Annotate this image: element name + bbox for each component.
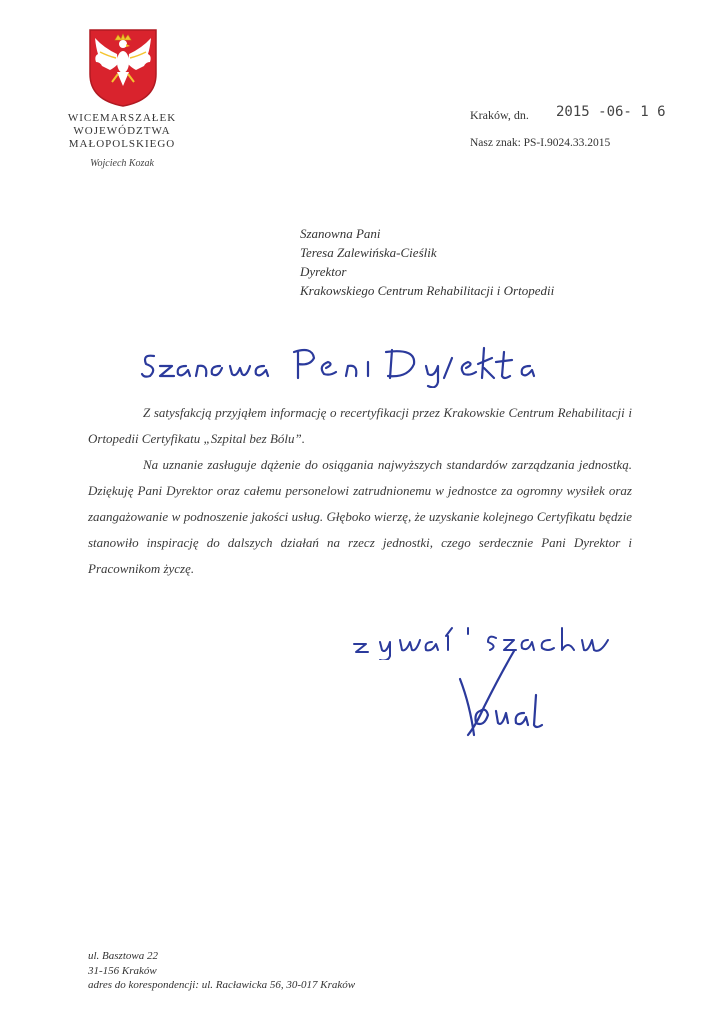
coat-of-arms-icon xyxy=(88,28,158,108)
sender-title xyxy=(40,112,204,151)
sender-name: Wojciech Kozak xyxy=(90,158,154,169)
footer-address-line2: 31-156 Kraków xyxy=(88,965,157,977)
date-stamp: 2015 -06- 1 6 xyxy=(556,104,666,120)
handwritten-salutation xyxy=(138,338,578,388)
sender-line: WOJEWÓDZTWA xyxy=(73,125,171,137)
body-paragraph-1 xyxy=(88,400,632,452)
body-paragraph-2 xyxy=(88,452,632,582)
recipient-position: Dyrektor xyxy=(300,264,347,279)
paragraph-text: Z satysfakcją przyjąłem informację o recertyfikacji przez Krakowskie Centrum Rehabilitacji i Ortopedii Certyfikatu „Szpital bez Bólu”. xyxy=(88,405,632,446)
recipient-institution: Krakowskiego Centrum Rehabilitacji i Ortopedii xyxy=(300,283,555,298)
paragraph-text: Na uznanie zasługuje dążenie do osiągania najwyższych standardów zarządzania jednostką. Dziękuję Pani Dyrektor oraz całemu personelowi zatrudnionemu w jednostce za ogromny wysiłek oraz zaangażowanie w podnoszenie jakości usług. Głęboko wierzę, że uzyskanie kolejnego Certyfikatu będzie stanowiło inspirację do dalszych działań na rzecz jednostki, czego serdecznie Pani Dyrektor i Pracownikom życzę. xyxy=(88,457,632,576)
footer-correspondence: adres do korespondencji: ul. Racławicka 56, 30-017 Kraków xyxy=(88,979,356,991)
recipient-salutation: Szanowna Pani xyxy=(300,226,381,241)
reference-number: Nasz znak: PS-I.9024.33.2015 xyxy=(470,137,611,149)
handwritten-signature xyxy=(440,645,550,740)
sender-line: WICEMARSZAŁEK xyxy=(67,112,177,124)
place-label: Kraków, dn. xyxy=(470,108,529,122)
recipient-name: Teresa Zalewińska-Cieślik xyxy=(300,245,437,260)
footer-address-line1: ul. Basztowa 22 xyxy=(88,950,158,962)
sender-line: MAŁOPOLSKIEGO xyxy=(68,138,176,150)
